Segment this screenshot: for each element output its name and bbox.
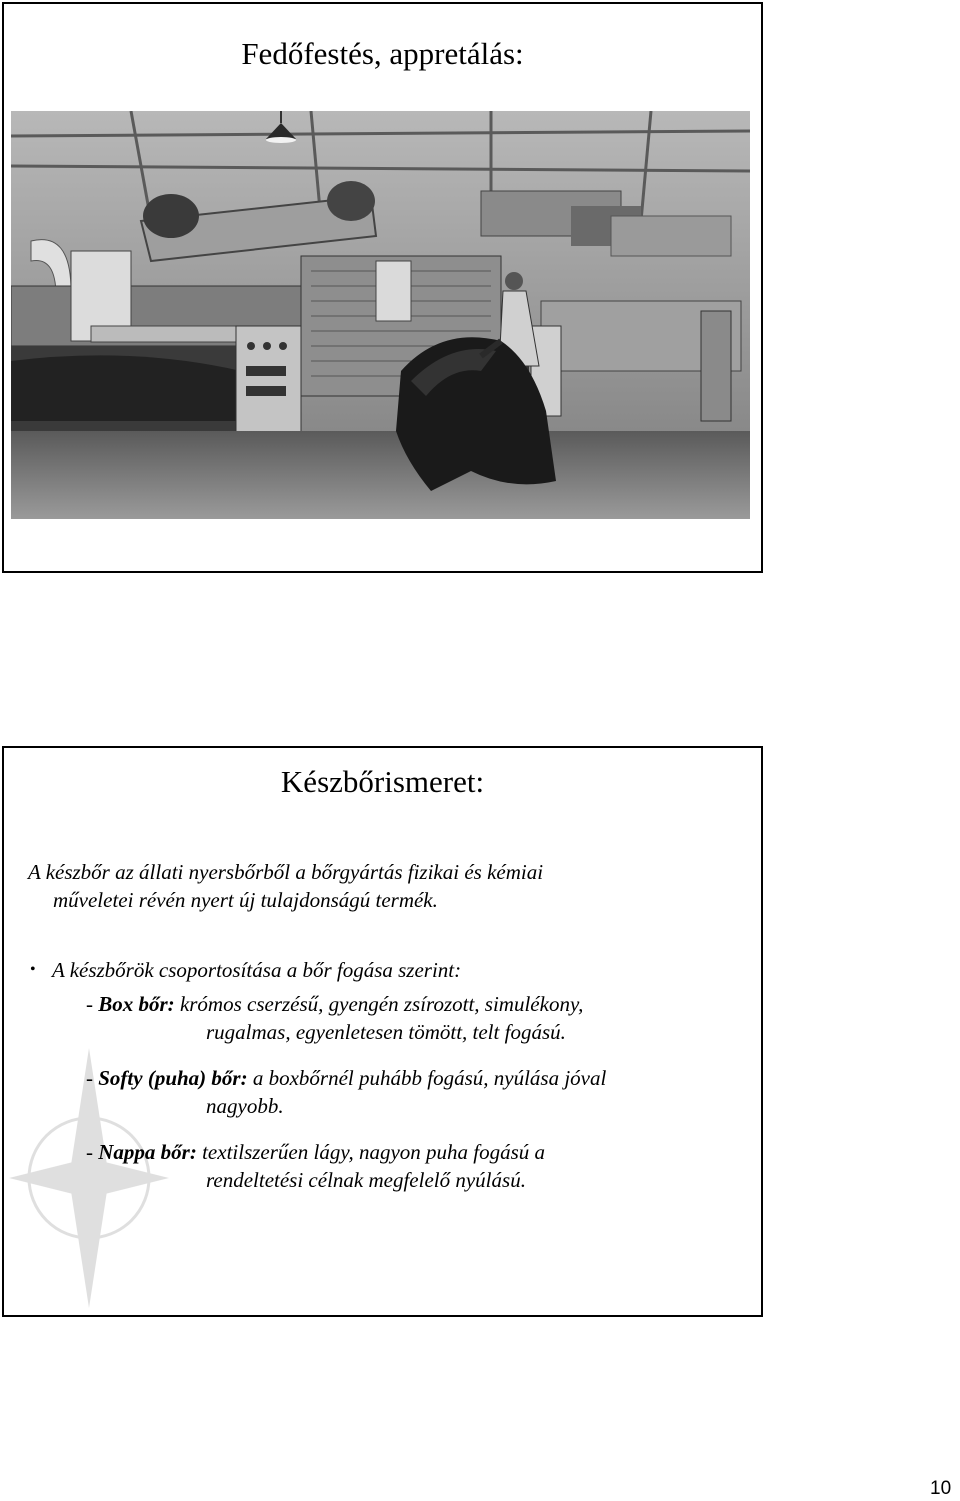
term-box: Box bőr: (98, 992, 175, 1016)
desc-softy-2: nagyobb. (206, 1094, 284, 1118)
tannery-machines-photo (11, 111, 750, 519)
intro-line-2: műveletei révén nyert új tulajdonságú termék. (53, 888, 438, 912)
term-nappa: Nappa bőr: (98, 1140, 197, 1164)
slide-2 (2, 746, 763, 1317)
term-softy: Softy (puha) bőr: (98, 1066, 248, 1090)
list-item-softy: - Softy (puha) bőr: a boxbőrnél puhább fogású, nyúlása jóval nagyobb. (86, 1066, 607, 1118)
slide-1-title: Fedőfestés, appretálás: (241, 36, 524, 71)
desc-box-1: krómos cserzésű, gyengén zsírozott, simulékony, (174, 992, 584, 1016)
bullet-heading-text: A készbőrök csoportosítása a bőr fogása szerint: (52, 958, 462, 982)
desc-nappa-1: textilszerűen lágy, nagyon puha fogású a (196, 1140, 546, 1164)
intro-text (28, 858, 543, 914)
desc-box-2: rugalmas, egyenletesen tömött, telt fogású. (206, 1020, 566, 1044)
slide-1 (2, 2, 763, 573)
list-item-box: - Box bőr: krómos cserzésű, gyengén zsírozott, simulékony, rugalmas, egyenletesen tömött, telt fogású. (86, 992, 584, 1044)
desc-softy-1: a boxbőrnél puhább fogású, nyúlása jóval (247, 1066, 607, 1090)
slide-2-title: Készbőrismeret: (280, 764, 485, 799)
bullet-dot-icon: • (30, 961, 36, 978)
desc-nappa-2: rendeltetési célnak megfelelő nyúlású. (206, 1168, 526, 1192)
intro-line-1: A készbőr az állati nyersbőrből a bőrgyártás fizikai és kémiai (28, 860, 544, 884)
list-item-nappa: - Nappa bőr: textilszerűen lágy, nagyon puha fogású a rendeltetési célnak megfelelő nyúlású. (86, 1140, 546, 1192)
page-number: 10 (930, 1478, 952, 1499)
